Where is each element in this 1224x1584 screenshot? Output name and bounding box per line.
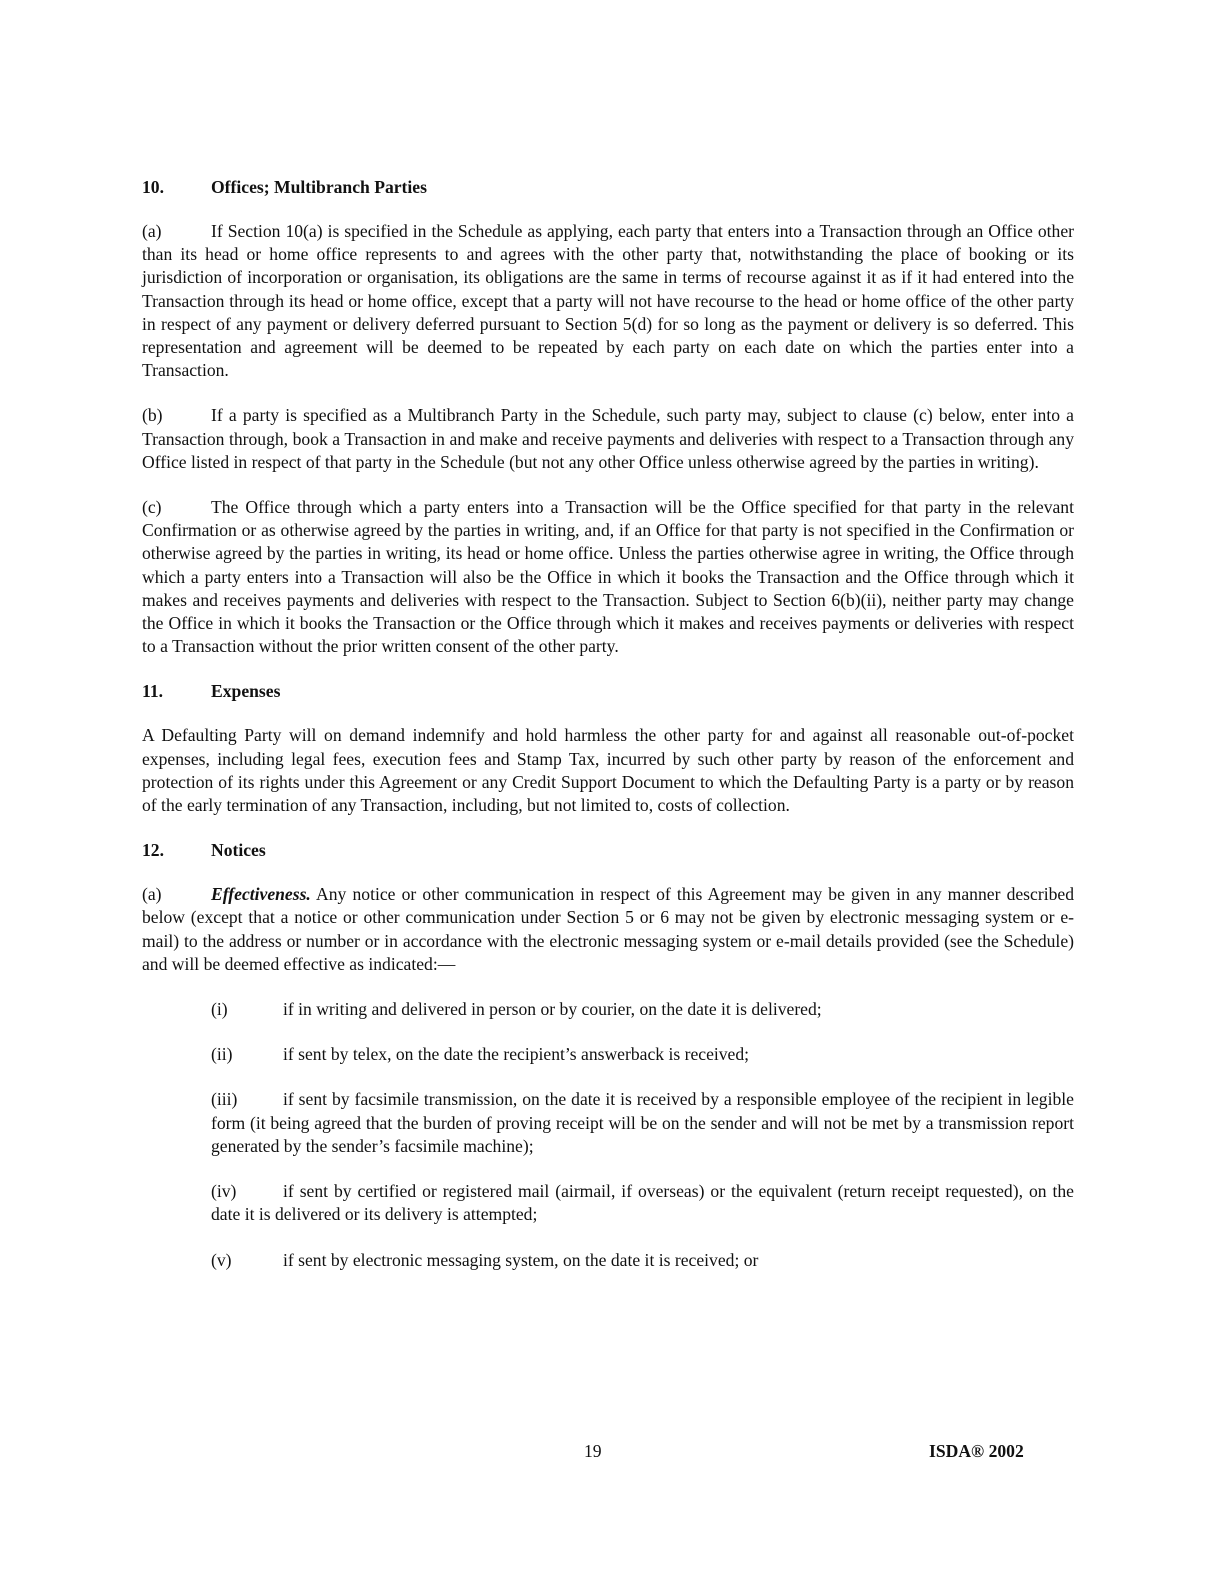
clause-text: If a party is specified as a Multibranch Party in the Schedule, such party may, subject to clause (c) below, enter into a Transaction through, book a Transaction in and make and receive payments and deliveries with respect to a Transaction through any Office listed in respect of that party in the Schedule (but not any other Office unless otherwise agreed by the parties in writing). — [142, 405, 1074, 472]
sub-item-label: (v) — [211, 1249, 232, 1270]
clause-text: The Office through which a party enters into a Transaction will be the Office specified for that party in the relevant Confirmation or as otherwise agreed by the parties in writing, and, if an Office for that party is not specified in the Confirmation or otherwise agreed by the parties in writing, its head or home office. Unless the parties otherwise agree in writing, the Office through which a party enters into a Transaction will also be the Office in which it books the Transaction and the Office through which it makes and receives payments and deliveries with respect to the Transaction. Subject to Section 6(b)(ii), neither party may change the Office in which it books the Transaction or the Office through which it makes and receives payments or deliveries with respect to a Transaction without the prior written consent of the other party. — [142, 497, 1074, 657]
clause-label: (a) — [142, 884, 162, 905]
section-11-body — [142, 724, 1074, 817]
section-12-heading — [142, 839, 1074, 862]
sub-item-label: (iii) — [211, 1089, 238, 1110]
paragraph-text: A Defaulting Party will on demand indemnify and hold harmless the other party for and against all reasonable out-of-pocket expenses, including legal fees, execution fees and Stamp Tax, incurred by such other party by reason of the enforcement and protection of its rights under this Agreement or any Credit Support Document to which the Defaulting Party is a party or by reason of the early termination of any Transaction, including, but not limited to, costs of collection. — [142, 725, 1074, 816]
section-10-heading — [142, 176, 1074, 199]
sub-item-label: (iv) — [211, 1181, 237, 1202]
section-number: 12. — [142, 840, 164, 861]
sub-item-iv — [211, 1180, 1074, 1226]
clause-label: (b) — [142, 405, 163, 426]
section-number: 11. — [142, 681, 164, 702]
document-page — [142, 176, 1074, 1294]
sub-item-v — [211, 1249, 1074, 1272]
sub-item-i — [211, 998, 1074, 1021]
sub-item-label: (i) — [211, 999, 228, 1020]
section-number: 10. — [142, 177, 164, 197]
sub-item-text: if sent by certified or registered mail (airmail, if overseas) or the equivalent (return receipt requested), on the date it is delivered or its delivery is attempted; — [211, 1181, 1074, 1225]
sub-item-label: (ii) — [211, 1044, 233, 1065]
clause-label: (a) — [142, 221, 162, 241]
clause-12a — [142, 883, 1074, 976]
clause-text: If Section 10(a) is specified in the Schedule as applying, each party that enters into a Transaction through an Office other than its head or home office represents to and agrees with the other party that, notwithstanding the place of booking or its jurisdiction of incorporation or organisation, its obligations are the same in terms of recourse against it as if it had entered into the Transaction through its head or home office, except that a party will not have recourse to the head or home office of the other party in respect of any payment or delivery deferred pursuant to Section 5(d) for so long as the payment or delivery is so deferred. This representation and agreement will be deemed to be repeated by each party on each date on which the parties enter into a Transaction. — [142, 221, 1074, 381]
clause-10c — [142, 496, 1074, 658]
sub-item-ii — [211, 1043, 1074, 1066]
section-title: Notices — [211, 840, 266, 861]
clause-10b — [142, 404, 1074, 474]
section-11-heading — [142, 680, 1074, 703]
sub-item-text: if sent by electronic messaging system, on the date it is received; or — [283, 1249, 759, 1270]
sub-item-text: if sent by telex, on the date the recipient’s answerback is received; — [283, 1044, 750, 1065]
sub-item-iii — [211, 1088, 1074, 1158]
sub-item-text: if in writing and delivered in person or by courier, on the date it is delivered; — [283, 999, 822, 1020]
section-title: Expenses — [211, 681, 281, 702]
page-number: 19 — [584, 1441, 602, 1461]
section-title: Offices; Multibranch Parties — [211, 177, 427, 197]
clause-10a — [142, 220, 1074, 382]
clause-heading: Effectiveness. — [211, 884, 311, 905]
sub-item-text: if sent by facsimile transmission, on the date it is received by a responsible employee of the recipient in legible form (it being agreed that the burden of proving receipt will be on the sender and will not be met by a transmission report generated by the sender’s facsimile machine); — [211, 1089, 1074, 1156]
document-id: ISDA® 2002 — [929, 1441, 1024, 1461]
clause-label: (c) — [142, 497, 162, 518]
clause-text: Any notice or other communication in respect of this Agreement may be given in any manner described below (except that a notice or other communication under Section 5 or 6 may not be given by electronic messaging system or e-mail) to the address or number or in accordance with the electronic messaging system or e-mail details provided (see the Schedule) and will be deemed effective as indicated:— — [142, 884, 1074, 974]
